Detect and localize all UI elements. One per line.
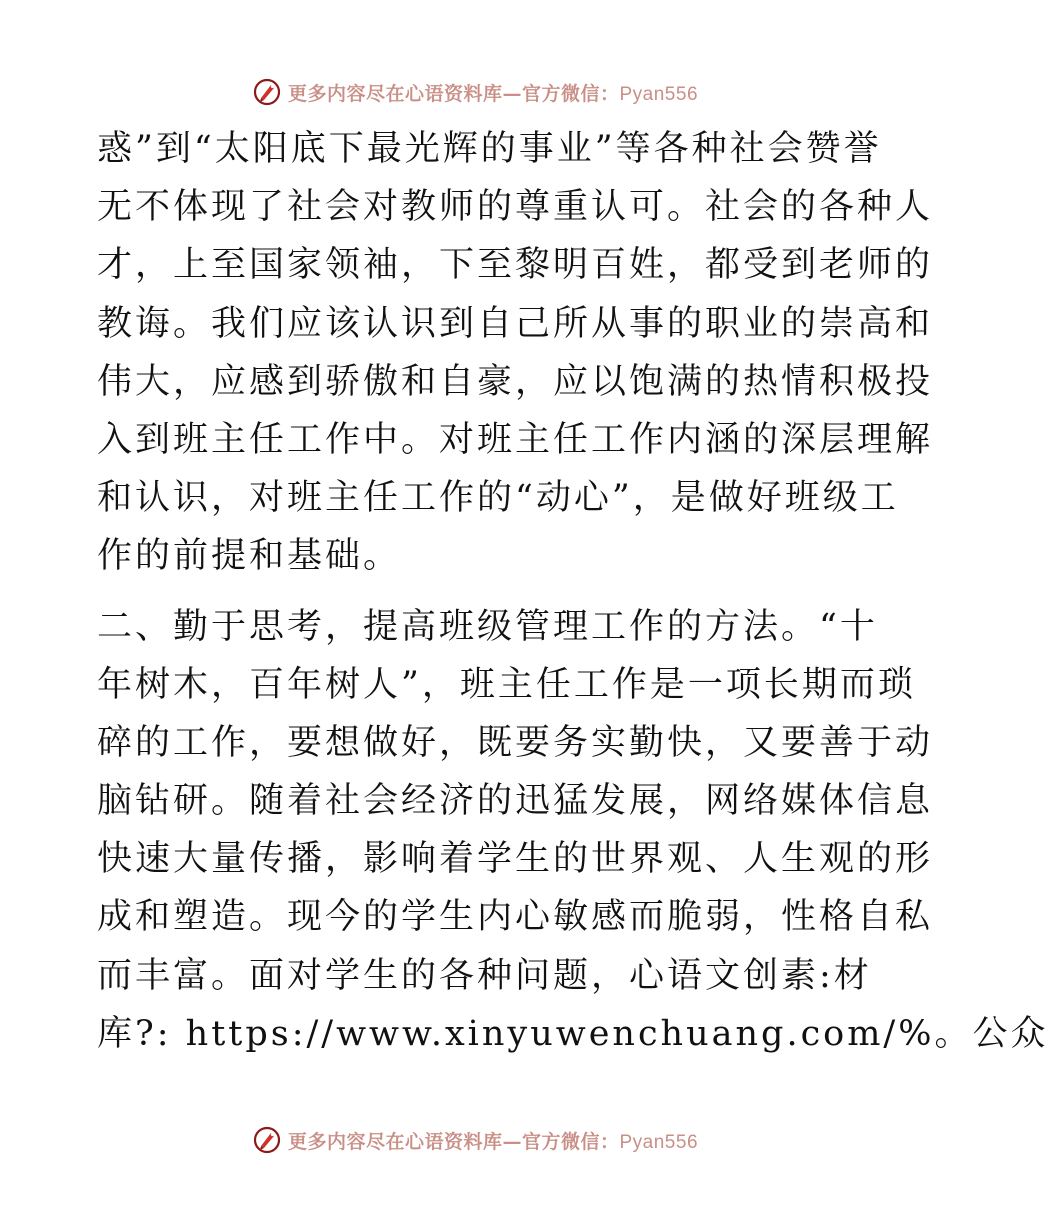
text-line: 和认识，对班主任工作的“动心”，是做好班级工 xyxy=(97,478,899,519)
text-line: 无不体现了社会对教师的尊重认可。社会的各种人 xyxy=(97,187,934,228)
watermark-text-cn: 更多内容尽在心语资料库—官方微信： xyxy=(287,82,620,105)
watermark-text-cn: 更多内容尽在心语资料库—官方微信： xyxy=(287,1130,620,1153)
text-line: 二、勤于思考，提高班级管理工作的方法。“十 xyxy=(97,606,878,647)
text-line: 年树木，百年树人”，班主任工作是一项长期而琐 xyxy=(97,664,916,705)
text-line: 入到班主任工作中。对班主任工作内涵的深层理解 xyxy=(97,419,934,460)
footer-watermark xyxy=(0,1120,950,1160)
header-watermark xyxy=(0,72,950,112)
text-line-link: 库?: https://www.xinyuwenchuang.com/%。公众 xyxy=(97,1013,1048,1054)
paragraph-spacer xyxy=(97,586,867,598)
paragraph-2 xyxy=(97,598,1048,1064)
text-line: 作的前提和基础。 xyxy=(97,536,402,577)
pen-logo-icon xyxy=(252,1125,282,1155)
text-line: 教诲。我们应该认识到自己所从事的职业的崇高和 xyxy=(97,303,934,344)
text-line: 碎的工作，要想做好，既要务实勤快，又要善于动 xyxy=(97,722,934,763)
document-body xyxy=(97,120,1048,1063)
text-line: 才，上至国家领袖，下至黎明百姓，都受到老师的 xyxy=(97,245,934,286)
paragraph-1 xyxy=(97,120,934,586)
text-line: 快速大量传播，影响着学生的世界观、人生观的形 xyxy=(97,839,934,880)
watermark-text xyxy=(288,79,698,106)
watermark-wechat-id: Pyan556 xyxy=(619,1131,699,1153)
text-line: 成和塑造。现今的学生内心敏感而脆弱，性格自私 xyxy=(97,897,934,938)
watermark-wechat-id: Pyan556 xyxy=(619,83,699,105)
text-line: 惑”到“太阳底下最光辉的事业”等各种社会赞誉 xyxy=(97,129,882,169)
pen-logo-icon xyxy=(252,77,282,107)
text-line: 脑钻研。随着社会经济的迅猛发展，网络媒体信息 xyxy=(97,781,934,822)
text-line: 而丰富。面对学生的各种问题，心语文创素:材 xyxy=(97,955,872,996)
watermark-text xyxy=(288,1127,698,1154)
text-line: 伟大，应感到骄傲和自豪，应以饱满的热情积极投 xyxy=(97,361,934,402)
